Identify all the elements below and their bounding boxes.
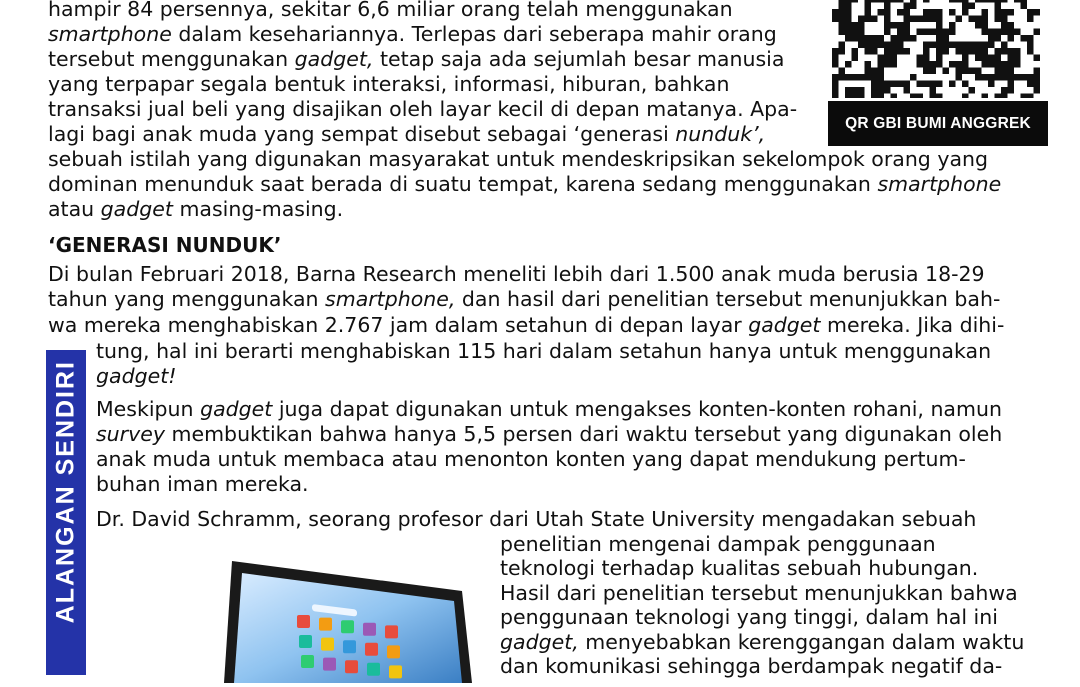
qr-code-image: [832, 0, 1044, 98]
text-run: dalam kesehariannya. Terlepas dari seberapa mahir orang: [171, 22, 777, 46]
text-run: teknologi terhadap kualitas sebuah hubungan.: [500, 556, 979, 580]
intro-line: [48, 22, 777, 47]
text-run: Meskipun: [96, 397, 201, 421]
text-run: Hasil dari penelitian tersebut menunjukkan bahwa: [500, 581, 1018, 605]
text-run: yang terpapar segala bentuk interaksi, informasi, hiburan, bahkan: [48, 72, 730, 96]
italic-term: smartphone,: [325, 287, 456, 311]
text-run: masing-masing.: [172, 197, 344, 221]
section-heading: ‘GENERASI NUNDUK’: [48, 233, 282, 257]
italic-term: smartphone: [48, 22, 172, 46]
section-line: [96, 364, 176, 389]
text-run: Dr. David Schramm, seorang profesor dari Utah State University mengadakan sebuah: [96, 507, 977, 531]
text-run: anak muda untuk membaca atau menonton konten yang dapat mendukung pertum-: [96, 447, 966, 471]
intro-line: [48, 197, 343, 222]
section-line: [500, 605, 998, 630]
text-run: mereka. Jika dihi-: [820, 313, 1005, 337]
italic-term: gadget: [748, 313, 821, 337]
italic-term: gadget,: [294, 47, 374, 71]
text-run: menyebabkan kerenggangan dalam waktu: [578, 630, 1025, 654]
section-line: [96, 422, 1002, 447]
text-run: wa mereka menghabiskan 2.767 jam dalam setahun di depan layar: [48, 313, 749, 337]
section-line: [96, 507, 976, 532]
section-line: [48, 287, 1000, 312]
text-run: juga dapat digunakan untuk mengakses konten-konten rohani, namun: [272, 397, 1002, 421]
text-run: dan komunikasi sehingga berdampak negatif da-: [500, 654, 1003, 678]
text-run: membuktikan bahwa hanya 5,5 persen dari waktu tersebut yang digunakan oleh: [164, 422, 1003, 446]
intro-line: [48, 122, 765, 147]
text-run: lagi bagi anak muda yang sempat disebut sebagai ‘generasi: [48, 122, 676, 146]
text-run: dan hasil dari penelitian tersebut menunjukkan bah-: [455, 287, 1001, 311]
italic-term: gadget!: [96, 364, 177, 388]
text-run: tung, hal ini berarti menghabiskan 115 hari dalam setahun hanya untuk menggunakan: [96, 339, 992, 363]
intro-line: [48, 47, 784, 72]
text-run: Di bulan Februari 2018, Barna Research meneliti lebih dari 1.500 anak muda berusia 18-29: [48, 262, 985, 286]
text-run: penggunaan teknologi yang tinggi, dalam hal ini: [500, 605, 998, 629]
section-line: [500, 630, 1024, 655]
section-line: [500, 654, 1002, 679]
qr-code-block: [828, 0, 1048, 146]
qr-label: QR GBI BUMI ANGGREK: [828, 101, 1048, 146]
text-run: tahun yang menggunakan: [48, 287, 326, 311]
italic-term: gadget,: [500, 630, 579, 654]
section-line: [500, 581, 1018, 606]
text-run: sebuah istilah yang digunakan masyarakat untuk mendeskripsikan sekelompok orang yang: [48, 147, 989, 171]
intro-line: [48, 97, 797, 122]
text-run: tetap saja ada sejumlah besar manusia: [373, 47, 785, 71]
tablet-image: [222, 553, 472, 683]
section-line: [500, 556, 978, 581]
side-banner-text: ALANGAN SENDIRI: [51, 360, 80, 624]
italic-term: gadget: [200, 397, 273, 421]
text-run: buhan iman mereka.: [96, 472, 309, 496]
section-line: [96, 339, 991, 364]
intro-line: [48, 72, 729, 97]
text-run: atau: [48, 197, 101, 221]
section-line: [500, 532, 936, 557]
text-run: dominan menunduk saat berada di suatu tempat, karena sedang menggunakan: [48, 172, 878, 196]
italic-term: gadget: [100, 197, 173, 221]
section-line: [96, 397, 1002, 422]
side-banner: [46, 350, 86, 675]
section-line: [96, 472, 309, 497]
section-line: [96, 447, 966, 472]
section-line: [48, 262, 985, 287]
text-run: penelitian mengenai dampak penggunaan: [500, 532, 936, 556]
intro-line: [48, 172, 1001, 197]
italic-term: smartphone: [877, 172, 1002, 196]
intro-line: [48, 0, 733, 22]
intro-line: [48, 147, 988, 172]
text-run: hampir 84 persennya, sekitar 6,6 miliar orang telah menggunakan: [48, 0, 733, 21]
italic-term: survey: [96, 422, 165, 446]
text-run: transaksi jual beli yang disajikan oleh layar kecil di depan matanya. Apa-: [48, 97, 798, 121]
section-line: [48, 313, 1004, 338]
text-run: tersebut menggunakan: [48, 47, 295, 71]
italic-term: nunduk’,: [675, 122, 766, 146]
